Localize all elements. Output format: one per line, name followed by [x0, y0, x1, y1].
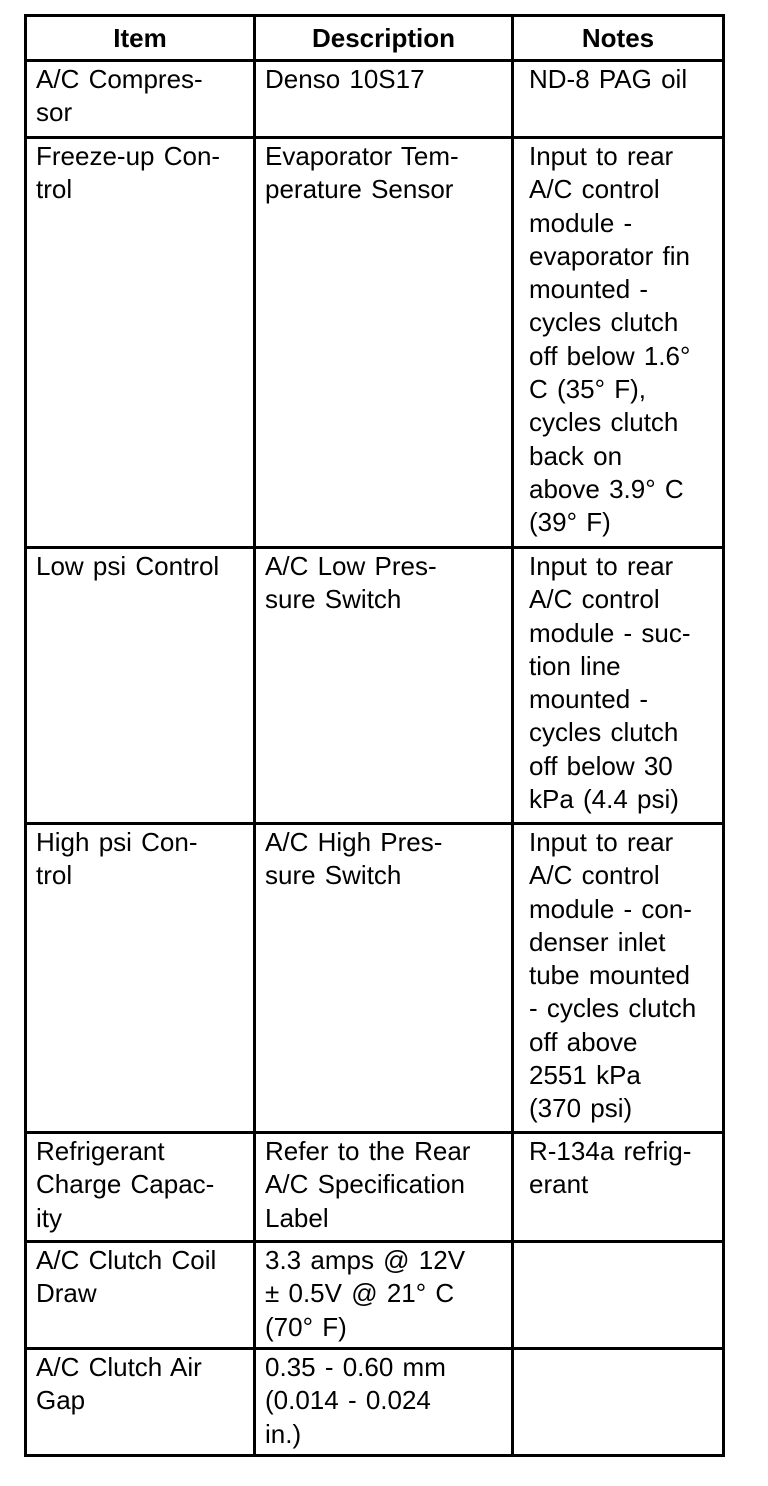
cell-description: 0.35 - 0.60 mm (0.014 - 0.024 in.)	[255, 1349, 513, 1456]
cell-description: A/C High Pres- sure Switch	[255, 824, 513, 1133]
cell-item: A/C Clutch Coil Draw	[26, 1242, 255, 1349]
cell-description: A/C Low Pres- sure Switch	[255, 548, 513, 824]
specification-table	[24, 14, 725, 1457]
header-item: Item	[26, 16, 255, 61]
cell-item: A/C Compres- sor	[26, 61, 255, 138]
table-row	[26, 1133, 724, 1242]
cell-item: Low psi Control	[26, 548, 255, 824]
cell-notes	[513, 1349, 724, 1456]
header-description: Description	[255, 16, 513, 61]
table-row	[26, 548, 724, 824]
cell-item: High psi Con- trol	[26, 824, 255, 1133]
cell-notes: Input to rear A/C control module - con- denser inlet tube mounted - cycles clutch off above 2551 kPa (370 psi)	[513, 824, 724, 1133]
cell-notes: ND-8 PAG oil	[513, 61, 724, 138]
cell-item: Freeze-up Con- trol	[26, 138, 255, 548]
cell-item: Refrigerant Charge Capac- ity	[26, 1133, 255, 1242]
table-row	[26, 824, 724, 1133]
table-row	[26, 61, 724, 138]
cell-item: A/C Clutch Air Gap	[26, 1349, 255, 1456]
cell-description: Refer to the Rear A/C Specification Label	[255, 1133, 513, 1242]
cell-description: Denso 10S17	[255, 61, 513, 138]
cell-notes: Input to rear A/C control module - suc- tion line mounted - cycles clutch off below 30 kPa (4.4 psi)	[513, 548, 724, 824]
table-row	[26, 1242, 724, 1349]
cell-description: Evaporator Tem- perature Sensor	[255, 138, 513, 548]
table-row	[26, 138, 724, 548]
cell-notes: R-134a refrig- erant	[513, 1133, 724, 1242]
header-notes: Notes	[513, 16, 724, 61]
cell-description: 3.3 amps @ 12V ± 0.5V @ 21° C (70° F)	[255, 1242, 513, 1349]
table-row	[26, 1349, 724, 1456]
cell-notes	[513, 1242, 724, 1349]
table-header-row	[26, 16, 724, 61]
cell-notes: Input to rear A/C control module - evaporator fin mounted - cycles clutch off below 1.6° C (35° F), cycles clutch back on above 3.9° C (39° F)	[513, 138, 724, 548]
